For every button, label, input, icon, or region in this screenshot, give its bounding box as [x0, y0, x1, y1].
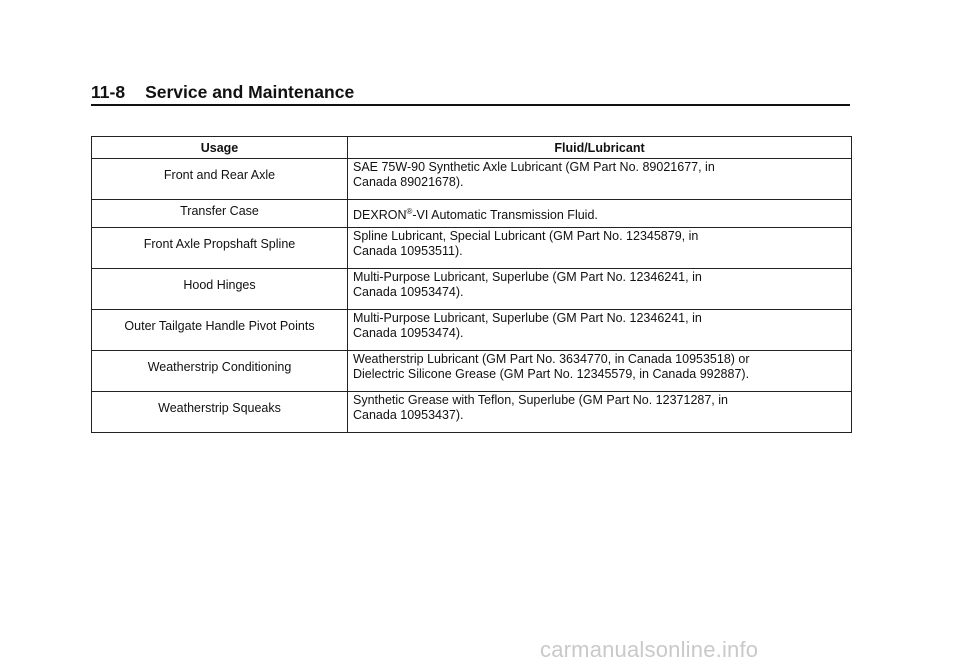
usage-cell: Transfer Case — [92, 200, 348, 228]
section-number: 11-8 — [91, 82, 126, 102]
fluid-text-line: Canada 10953437). — [353, 408, 464, 422]
page-title — [91, 82, 850, 102]
table-row — [92, 200, 852, 228]
fluid-cell — [348, 159, 852, 200]
table-row — [92, 392, 852, 433]
usage-cell: Weatherstrip Conditioning — [92, 351, 348, 392]
table-row — [92, 228, 852, 269]
fluids-lubricants-table — [91, 136, 852, 433]
fluid-text-line: Multi-Purpose Lubricant, Superlube (GM Part No. 12346241, in — [353, 311, 702, 325]
fluid-cell — [348, 269, 852, 310]
table-header-row — [92, 137, 852, 159]
table-row — [92, 159, 852, 200]
fluid-cell — [348, 200, 852, 228]
fluid-cell — [348, 392, 852, 433]
section-title: Service and Maintenance — [145, 82, 355, 102]
column-header-usage: Usage — [92, 137, 348, 159]
fluid-text-line: Dielectric Silicone Grease (GM Part No. 12345579, in Canada 992887). — [353, 367, 750, 381]
watermark-text: carmanualsonline.info — [540, 637, 759, 662]
fluid-text-line: Weatherstrip Lubricant (GM Part No. 3634770, in Canada 10953518) or — [353, 352, 750, 366]
column-header-fluid: Fluid/Lubricant — [348, 137, 852, 159]
header-rule — [91, 104, 850, 106]
table-row — [92, 310, 852, 351]
table-row — [92, 351, 852, 392]
table-row — [92, 269, 852, 310]
fluid-text-suffix: -VI Automatic Transmission Fluid. — [412, 208, 598, 222]
usage-cell: Weatherstrip Squeaks — [92, 392, 348, 433]
fluid-text-line: Multi-Purpose Lubricant, Superlube (GM Part No. 12346241, in — [353, 270, 702, 284]
fluid-text-line: SAE 75W-90 Synthetic Axle Lubricant (GM Part No. 89021677, in — [353, 160, 715, 174]
usage-cell: Front and Rear Axle — [92, 159, 348, 200]
fluid-text-line: Canada 10953474). — [353, 285, 464, 299]
registered-mark: ® — [406, 207, 413, 216]
fluid-text-line: Canada 89021678). — [353, 175, 464, 189]
usage-cell: Hood Hinges — [92, 269, 348, 310]
fluid-text-line: Canada 10953474). — [353, 326, 464, 340]
fluid-text-line: Canada 10953511). — [353, 244, 463, 258]
fluid-text-line: Spline Lubricant, Special Lubricant (GM Part No. 12345879, in — [353, 229, 699, 243]
fluid-cell — [348, 310, 852, 351]
fluid-text-prefix: DEXRON — [353, 208, 407, 222]
usage-cell: Outer Tailgate Handle Pivot Points — [92, 310, 348, 351]
page-header — [91, 82, 850, 102]
fluid-cell — [348, 228, 852, 269]
fluid-cell — [348, 351, 852, 392]
usage-cell: Front Axle Propshaft Spline — [92, 228, 348, 269]
fluid-text-line: Synthetic Grease with Teflon, Superlube (GM Part No. 12371287, in — [353, 393, 728, 407]
